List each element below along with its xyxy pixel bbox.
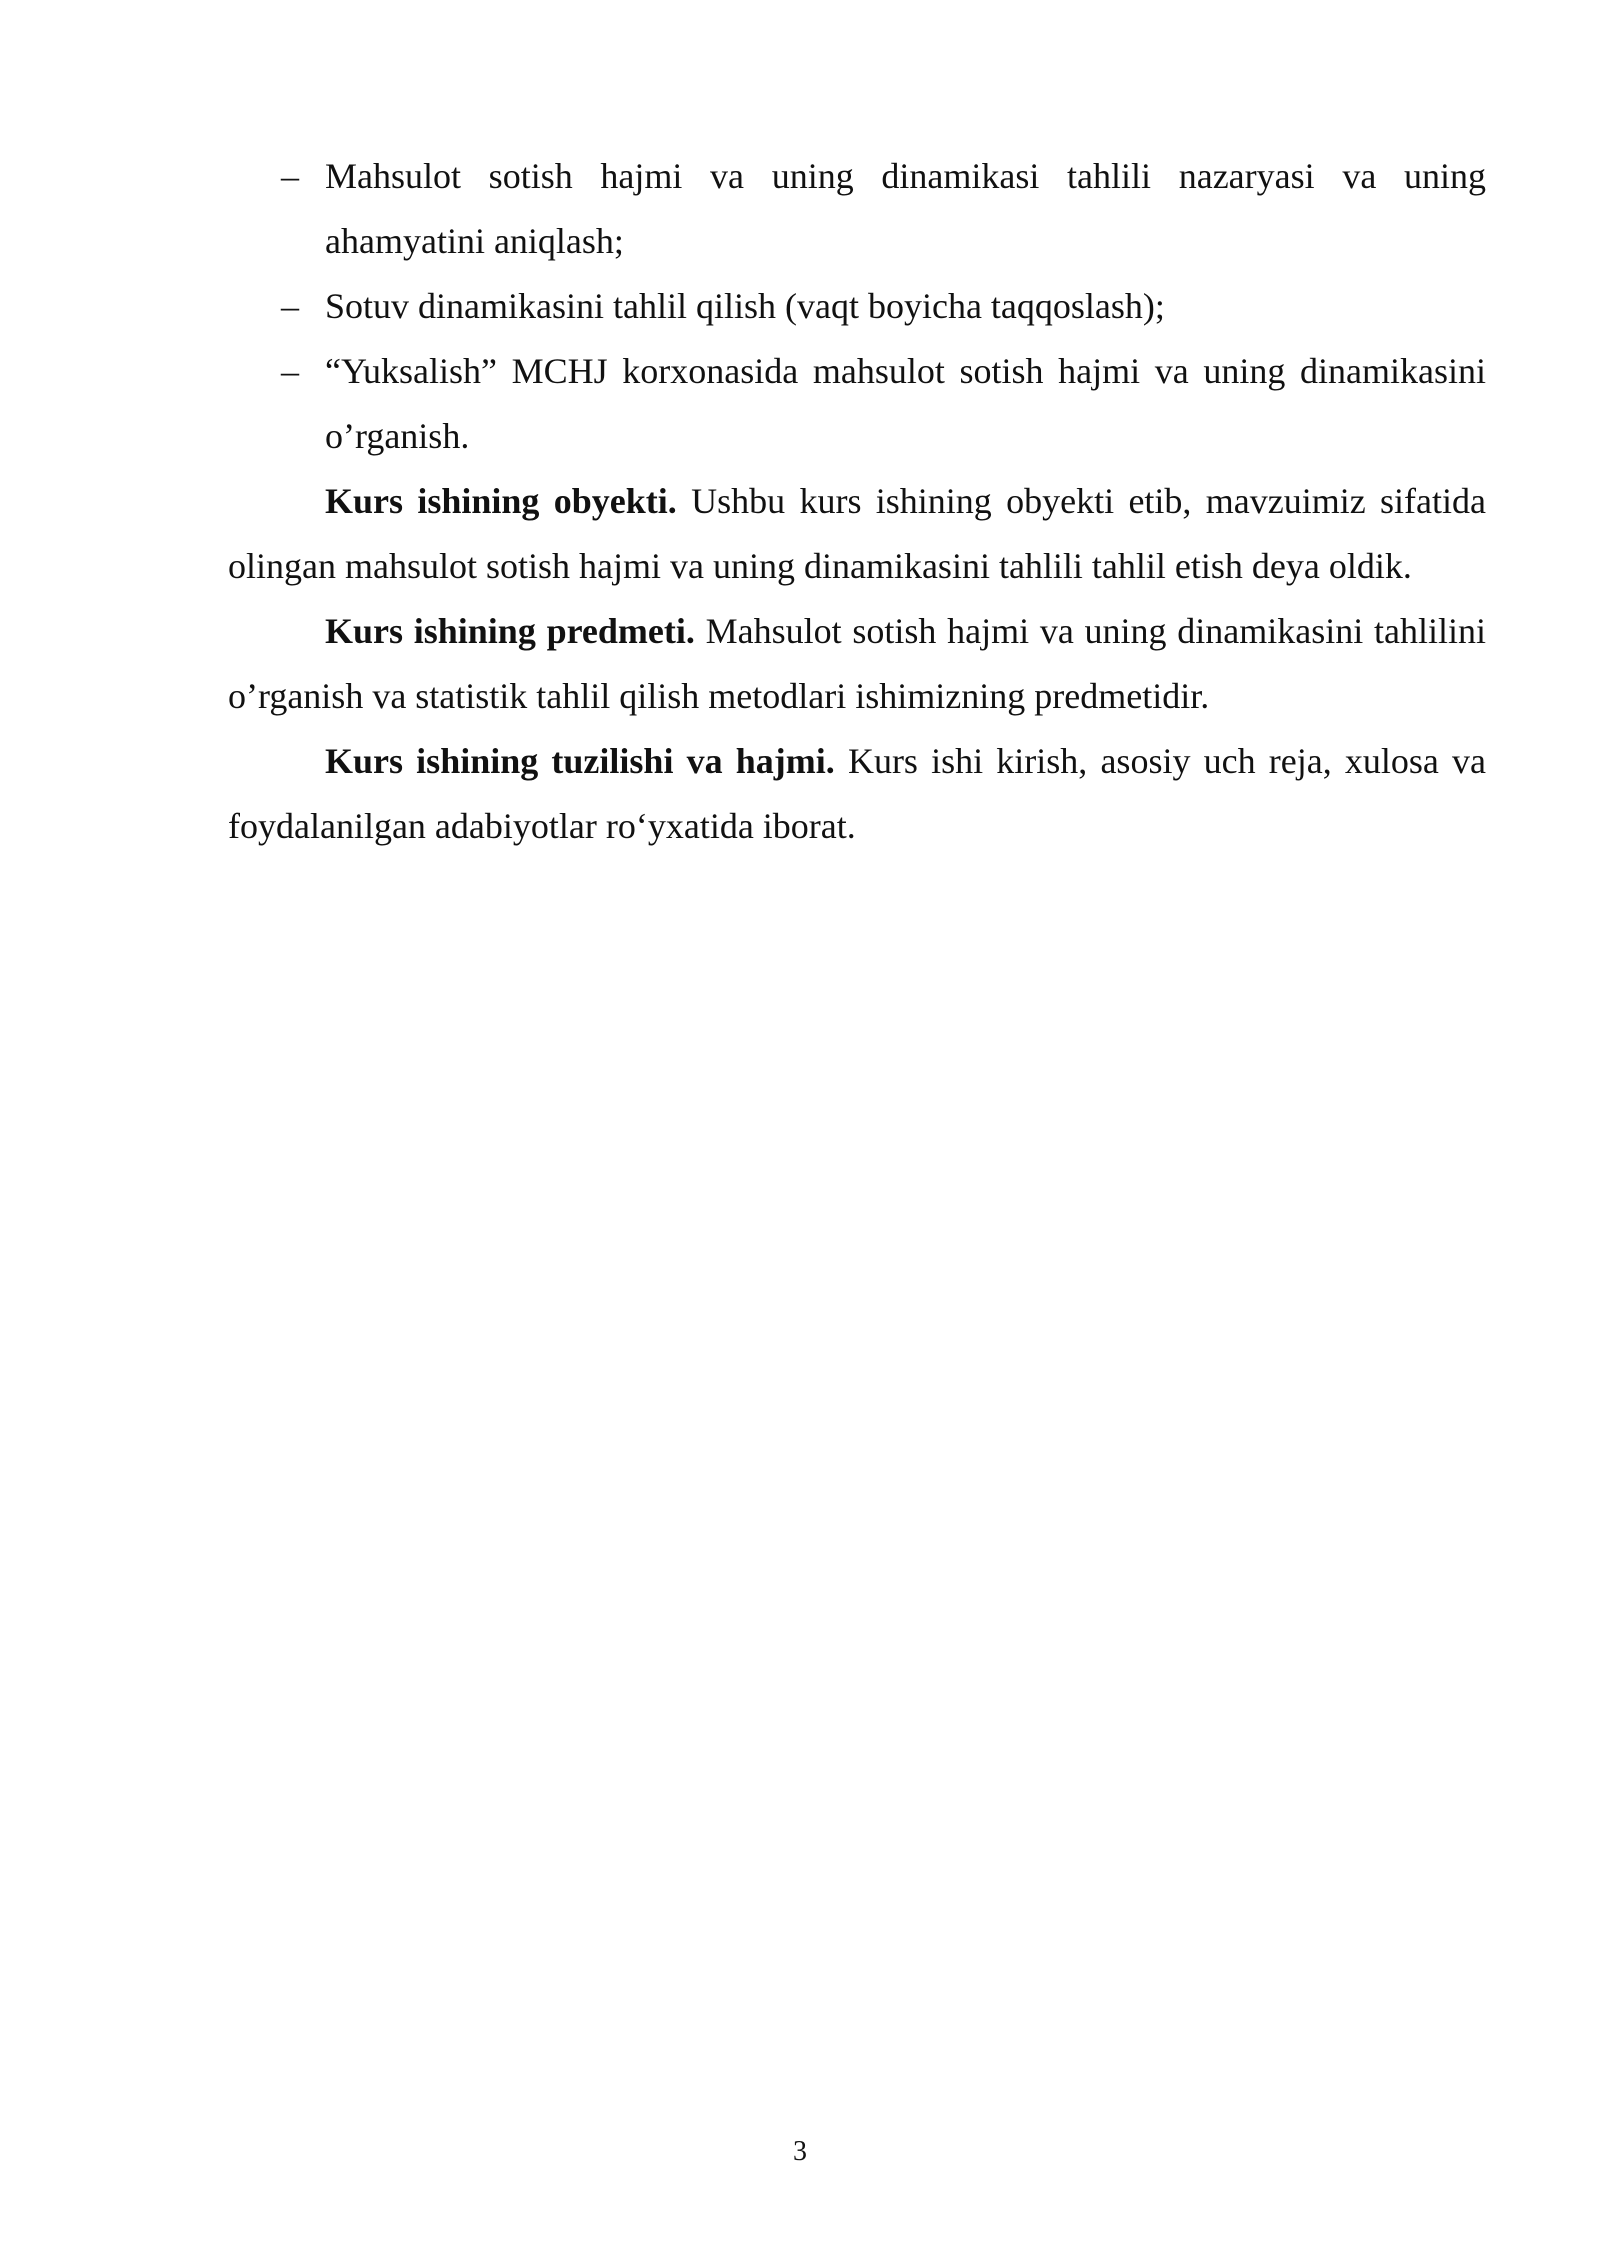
paragraph-text: Kurs ishi kirish, asosiy uch reja, xulosa va foydalanilgan adabiyotlar ro‘yxatida iborat.	[228, 741, 1486, 846]
paragraph-structure	[228, 729, 1486, 859]
paragraph-subject	[228, 599, 1486, 729]
list-item-text: “Yuksalish” MCHJ korxonasida mahsulot sotish hajmi va uning dinamikasini o’rganish.	[325, 351, 1486, 456]
paragraph-text: Ushbu kurs ishining obyekti etib, mavzuimiz sifatida olingan mahsulot sotish hajmi va uning dinamikasini tahlili tahlil etish deya oldik.	[228, 481, 1487, 586]
page-body	[228, 144, 1486, 859]
paragraph-object	[228, 469, 1486, 599]
list-dash: –	[281, 351, 299, 391]
list-dash: –	[281, 156, 299, 196]
paragraph-heading: Kurs ishining tuzilishi va hajmi.	[325, 741, 835, 781]
paragraph-heading: Kurs ishining predmeti.	[325, 611, 695, 651]
list-item-text: Sotuv dinamikasini tahlil qilish (vaqt boyicha taqqoslash);	[325, 286, 1165, 326]
paragraph-text: Mahsulot sotish hajmi va uning dinamikasini tahlilini o’rganish va statistik tahlil qilish metodlari ishimizning predmetidir.	[228, 611, 1486, 716]
list-item	[228, 144, 1486, 274]
list-item	[228, 274, 1486, 339]
paragraph-heading: Kurs ishining obyekti.	[325, 481, 677, 521]
list-item	[228, 339, 1486, 469]
list-item-text: Mahsulot sotish hajmi va uning dinamikasi tahlili nazaryasi va uning ahamyatini aniqlash;	[325, 156, 1486, 261]
list-dash: –	[281, 286, 299, 326]
page-number: 3	[793, 2136, 807, 2167]
